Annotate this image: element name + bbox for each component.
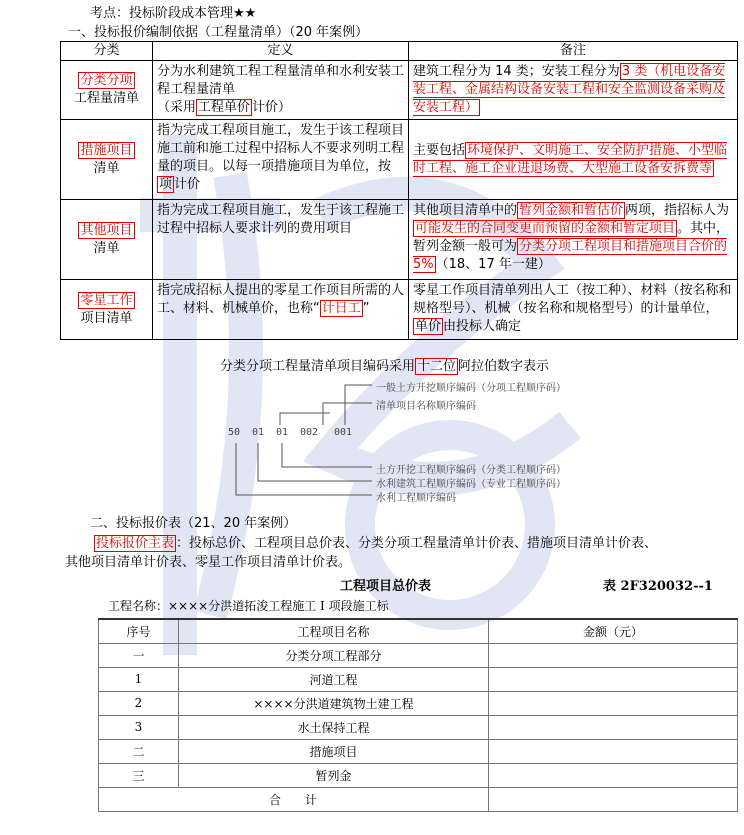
project-name: 工程名称：××××分洪道拓浚工程施工 I 项段施工标 xyxy=(108,599,389,613)
note-cell: 零星工作项目清单列出人工（按工种）、材料（按名称和规格型号）、机械（按名称和规格型号）的计量单位，单价 由投标人确定 xyxy=(409,280,738,340)
table-row: 一 分类分项工程部分 xyxy=(99,643,738,667)
section2-title: 二、投标报价表（21、20 年案例） xyxy=(90,516,297,531)
section2-line1: 投标报价主表 ：投标总价、工程项目总价表、分类分项工程量清单计价表、措施项目清单计价表、 xyxy=(96,536,658,551)
quantity-list-table xyxy=(60,41,738,340)
code-seg-3: 01 xyxy=(276,427,289,438)
code-seg-4: 002 xyxy=(300,427,319,438)
note-cell: 建筑工程分为 14 类；安装工程分为 3 类（机电设备安装工程、金属结构设备安装工程和安全监测设备采购及安装工程） xyxy=(409,61,738,120)
table-row: 3 水土保持工程 xyxy=(99,715,738,739)
definition-cell: 分为水利建筑工程工程量清单和水利安装工程工程量清单 （采用 工程单价 计价） xyxy=(153,61,409,120)
definition-cell: 指完成招标人提出的零星工作项目所需的人工、材料、机械单价，也称“ 计日工 ” xyxy=(153,280,409,340)
code-seg-1: 50 xyxy=(228,427,241,438)
table-header-row xyxy=(99,619,738,643)
table-row xyxy=(61,61,738,120)
code-label: 水利建筑工程顺序编码（专业工程顺序码） xyxy=(376,479,566,490)
code-structure-diagram xyxy=(220,355,640,505)
total-table-code: 表 2F320032--1 xyxy=(603,579,713,594)
category-cell: 措施项目 清单 xyxy=(61,120,153,200)
col-header-note: 备注 xyxy=(409,42,738,61)
note-cell: 主要包括 环境保护、文明施工、安全防护措施、小型临时工程、施工企业进退场费、大型施工设备安拆费等 xyxy=(409,120,738,200)
col-header-definition: 定义 xyxy=(153,42,409,61)
note-cell: 其他项目清单中的 暂列金额和暂估价 两项，指招标人为可能发生的合同变更而预留的金额和暂定项目 。其中，暂列金额一般可为 分类分项工程项目和措施项目合价的 5% （18、17 年一建） xyxy=(409,200,738,280)
definition-cell: 指为完成工程项目施工，发生于该工程项目施工前和施工过程中招标人不要求列明工程量的项目。以每一项措施项目为单位，按项 计价 xyxy=(153,120,409,200)
code-label: 土方开挖工程顺序编码（分类工程顺序码） xyxy=(376,465,566,476)
code-label: 清单项目名称顺序编码 xyxy=(376,401,476,412)
col-header-category: 分类 xyxy=(61,42,153,61)
section1-title: 一、投标报价编制依据（工程量清单）（20 年案例） xyxy=(68,25,369,40)
table-row: 三 暂列金 xyxy=(99,763,738,787)
code-label: 一般土方开挖顺序编码（分项工程顺序码） xyxy=(376,383,566,394)
col-header-name: 工程项目名称 xyxy=(179,619,489,643)
heading: 考点：投标阶段成本管理★★ xyxy=(90,6,257,21)
project-total-price-table xyxy=(98,618,738,812)
table-header-row xyxy=(61,42,738,61)
table-row: 2 ××××分洪道建筑物土建工程 xyxy=(99,691,738,715)
table-row: 1 河道工程 xyxy=(99,667,738,691)
code-seg-5: 001 xyxy=(334,427,353,438)
code-label: 水利工程顺序编码 xyxy=(376,493,456,504)
table-row xyxy=(61,120,738,200)
col-header-amount: 金额（元） xyxy=(489,619,738,643)
total-row: 合 计 xyxy=(99,787,738,811)
table-row xyxy=(61,280,738,340)
total-table-title: 工程项目总价表 xyxy=(340,579,432,594)
category-cell: 分类分项 工程量清单 xyxy=(61,61,153,120)
table-row: 二 措施项目 xyxy=(99,739,738,763)
category-cell: 其他项目 清单 xyxy=(61,200,153,280)
definition-cell: 指为完成工程项目施工，发生于该工程施工过程中招标人要求计列的费用项目 xyxy=(153,200,409,280)
col-header-no: 序号 xyxy=(99,619,179,643)
code-diagram-title: 分类分项工程量清单项目编码采用 十二位 阿拉伯数字表示 xyxy=(220,359,550,374)
code-seg-2: 01 xyxy=(252,427,265,438)
section2-line2: 其他项目清单计价表、零星工作项目清单计价表。 xyxy=(65,555,352,570)
category-cell: 零星工作 项目清单 xyxy=(61,280,153,340)
table-row xyxy=(61,200,738,280)
